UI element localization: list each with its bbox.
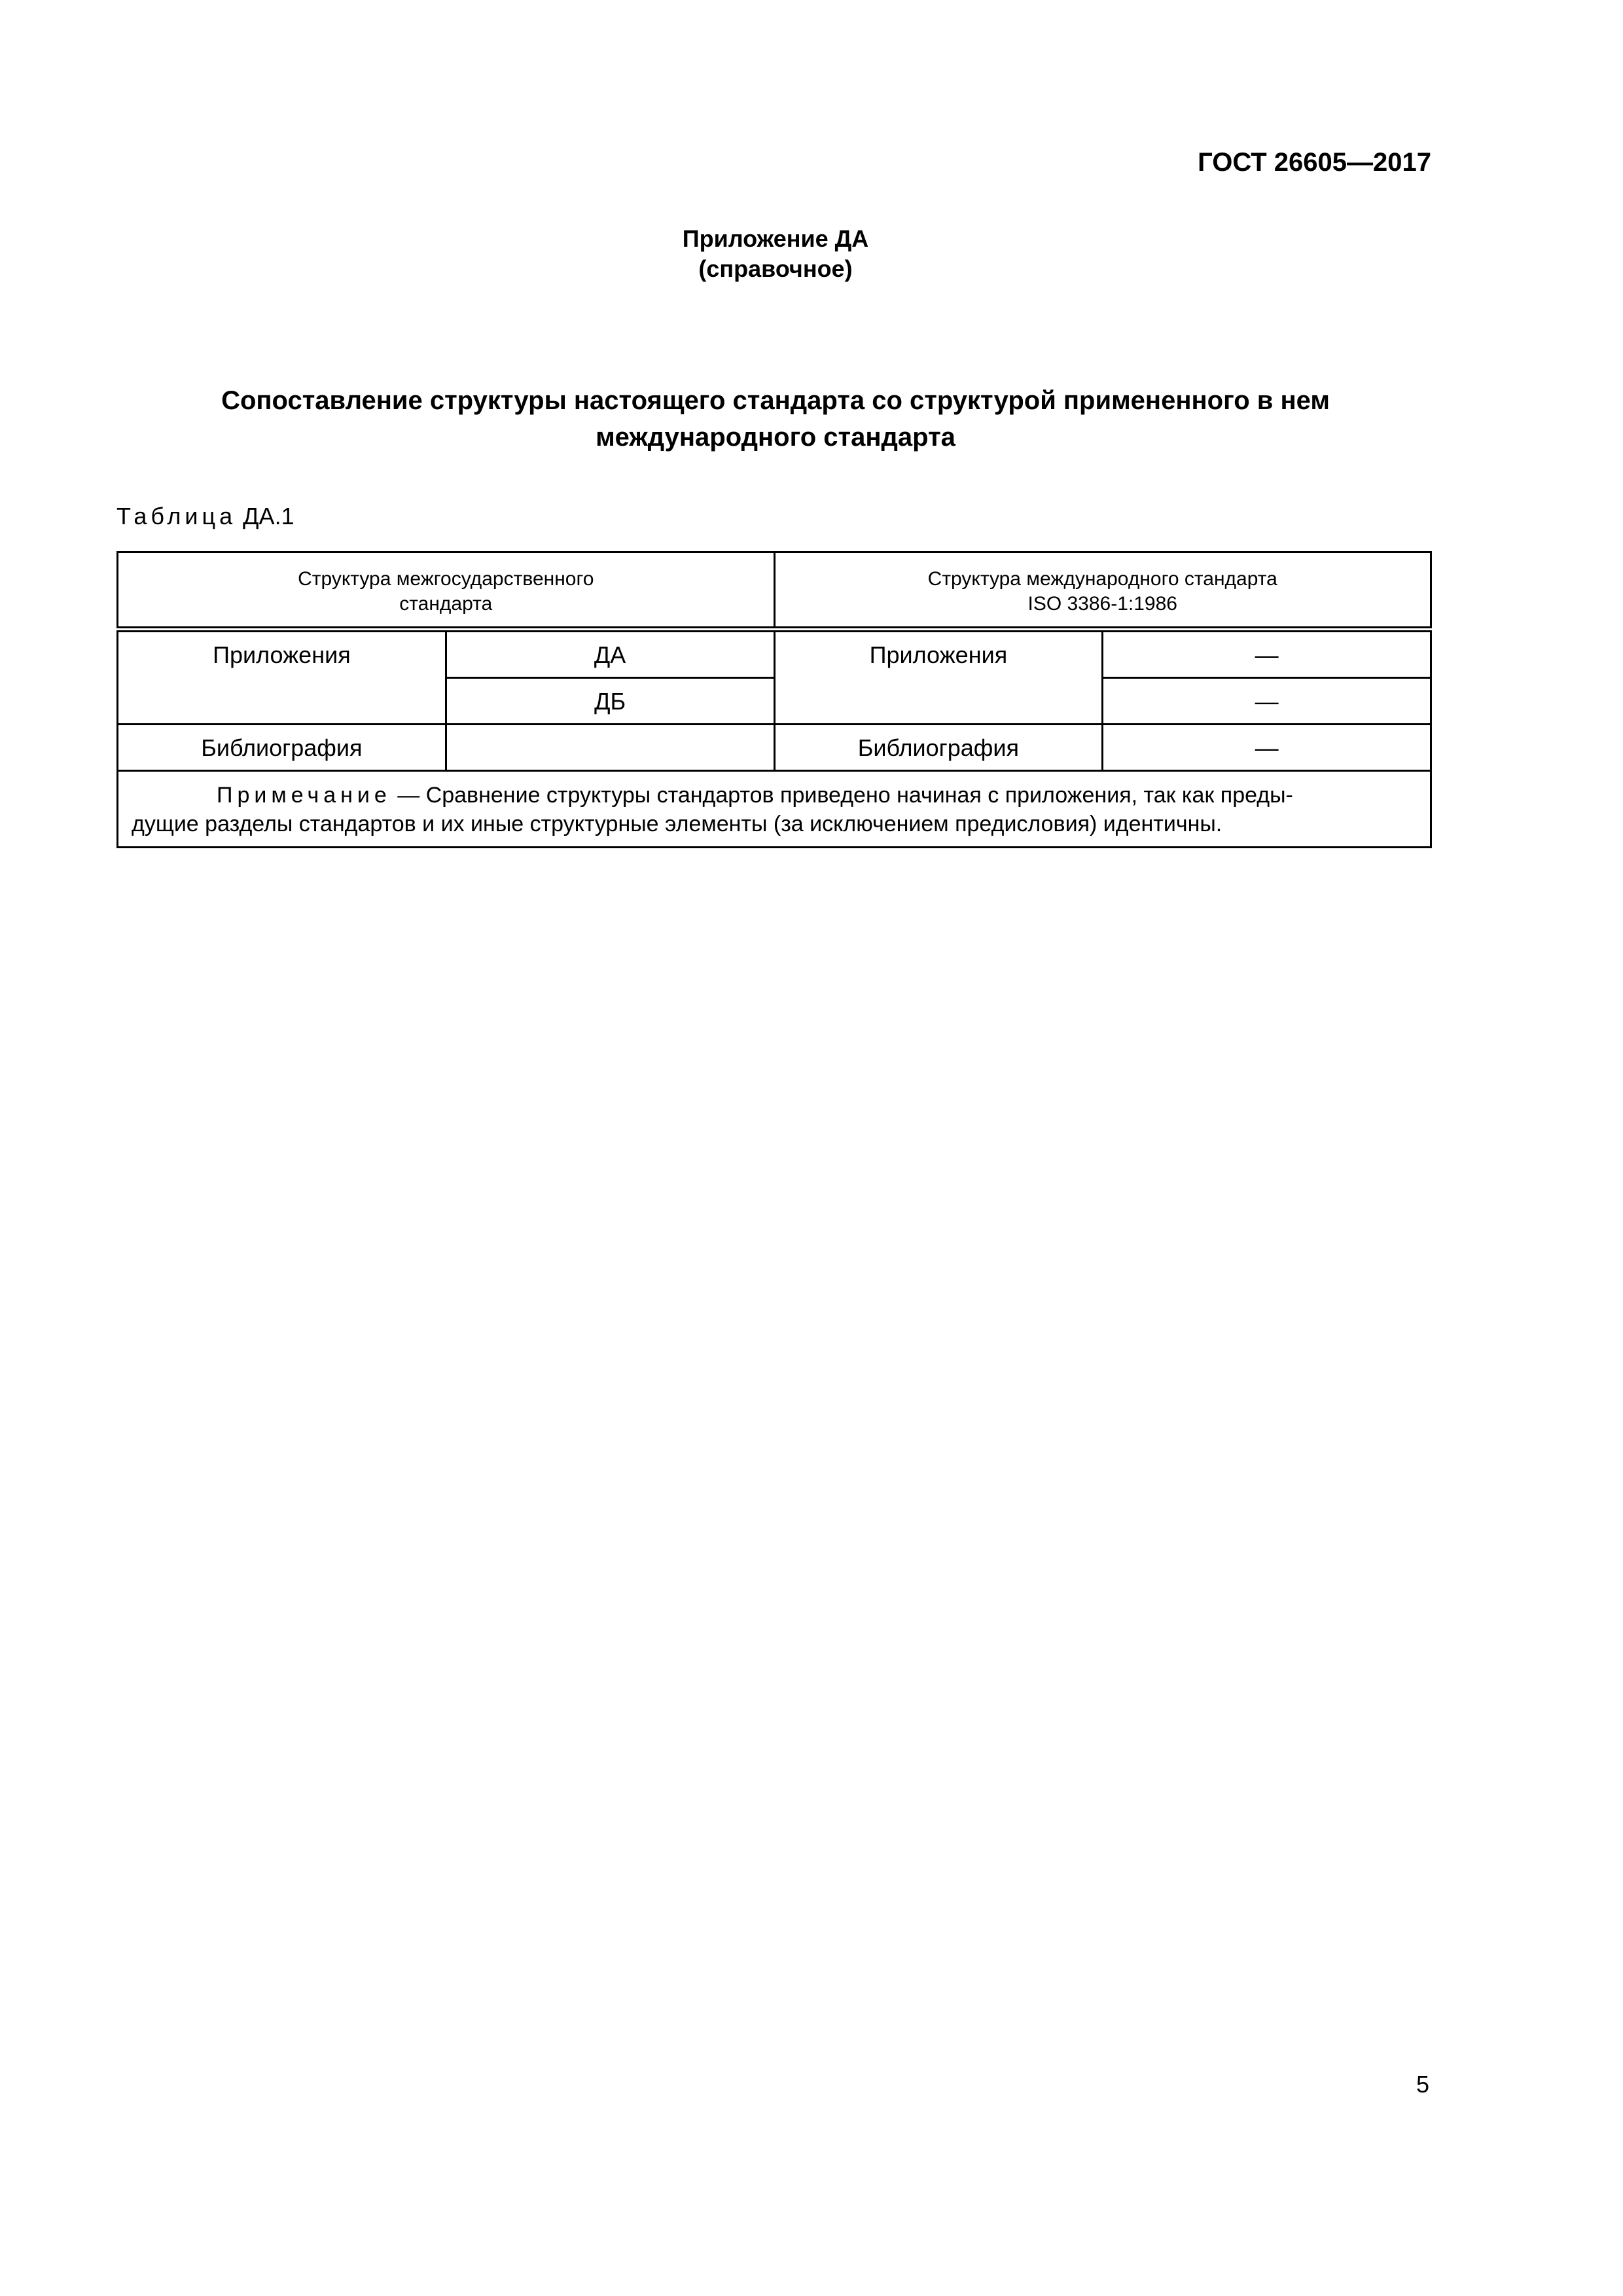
cell-dash: —	[1103, 630, 1431, 678]
header-international-standard	[774, 552, 1431, 630]
table-caption-number: ДА.1	[243, 503, 294, 529]
table-row	[118, 630, 1431, 678]
document-code: ГОСТ 26605—2017	[1198, 148, 1431, 177]
header-interstate-standard	[118, 552, 775, 630]
cell-bibliography-right: Библиография	[774, 725, 1103, 771]
cell-annex-db: ДБ	[446, 678, 774, 725]
cell-dash: —	[1103, 678, 1431, 725]
table-row	[118, 725, 1431, 771]
annex-title: Приложение ДА	[682, 225, 869, 252]
annex-status: (справочное)	[698, 255, 853, 282]
comparison-table	[116, 551, 1432, 848]
cell-annexes-left: Приложения	[118, 630, 446, 725]
table-note-row	[118, 771, 1431, 848]
page-number: 5	[1416, 2071, 1429, 2098]
cell-dash: —	[1103, 725, 1431, 771]
section-title	[170, 382, 1381, 456]
cell-bibliography-left: Библиография	[118, 725, 446, 771]
table-caption	[116, 503, 294, 530]
header-left-line1: Структура межгосударственного	[298, 568, 594, 590]
cell-empty	[446, 725, 774, 771]
cell-annex-da: ДА	[446, 630, 774, 678]
section-title-line1: Сопоставление структуры настоящего стандарта со структурой примененного в нем	[221, 386, 1330, 415]
table-note-line1	[132, 781, 1417, 810]
annex-heading	[0, 224, 1551, 284]
note-text: — Сравнение структуры стандартов приведено начиная с приложения, так как преды-	[391, 783, 1293, 808]
table-caption-word: Таблица	[116, 503, 237, 529]
table-note-line2: дущие разделы стандартов и их иные структурные элементы (за исключением предисловия) идентичны.	[132, 812, 1222, 836]
header-right-line1: Структура международного стандарта	[927, 568, 1277, 590]
header-right-line2: ISO 3386-1:1986	[1027, 593, 1177, 615]
section-title-line2: международного стандарта	[596, 423, 955, 452]
cell-annexes-right: Приложения	[774, 630, 1103, 725]
note-label: Примечание	[217, 783, 391, 808]
table-header-row	[118, 552, 1431, 630]
table-note	[118, 771, 1431, 848]
header-left-line2: стандарта	[399, 593, 493, 615]
